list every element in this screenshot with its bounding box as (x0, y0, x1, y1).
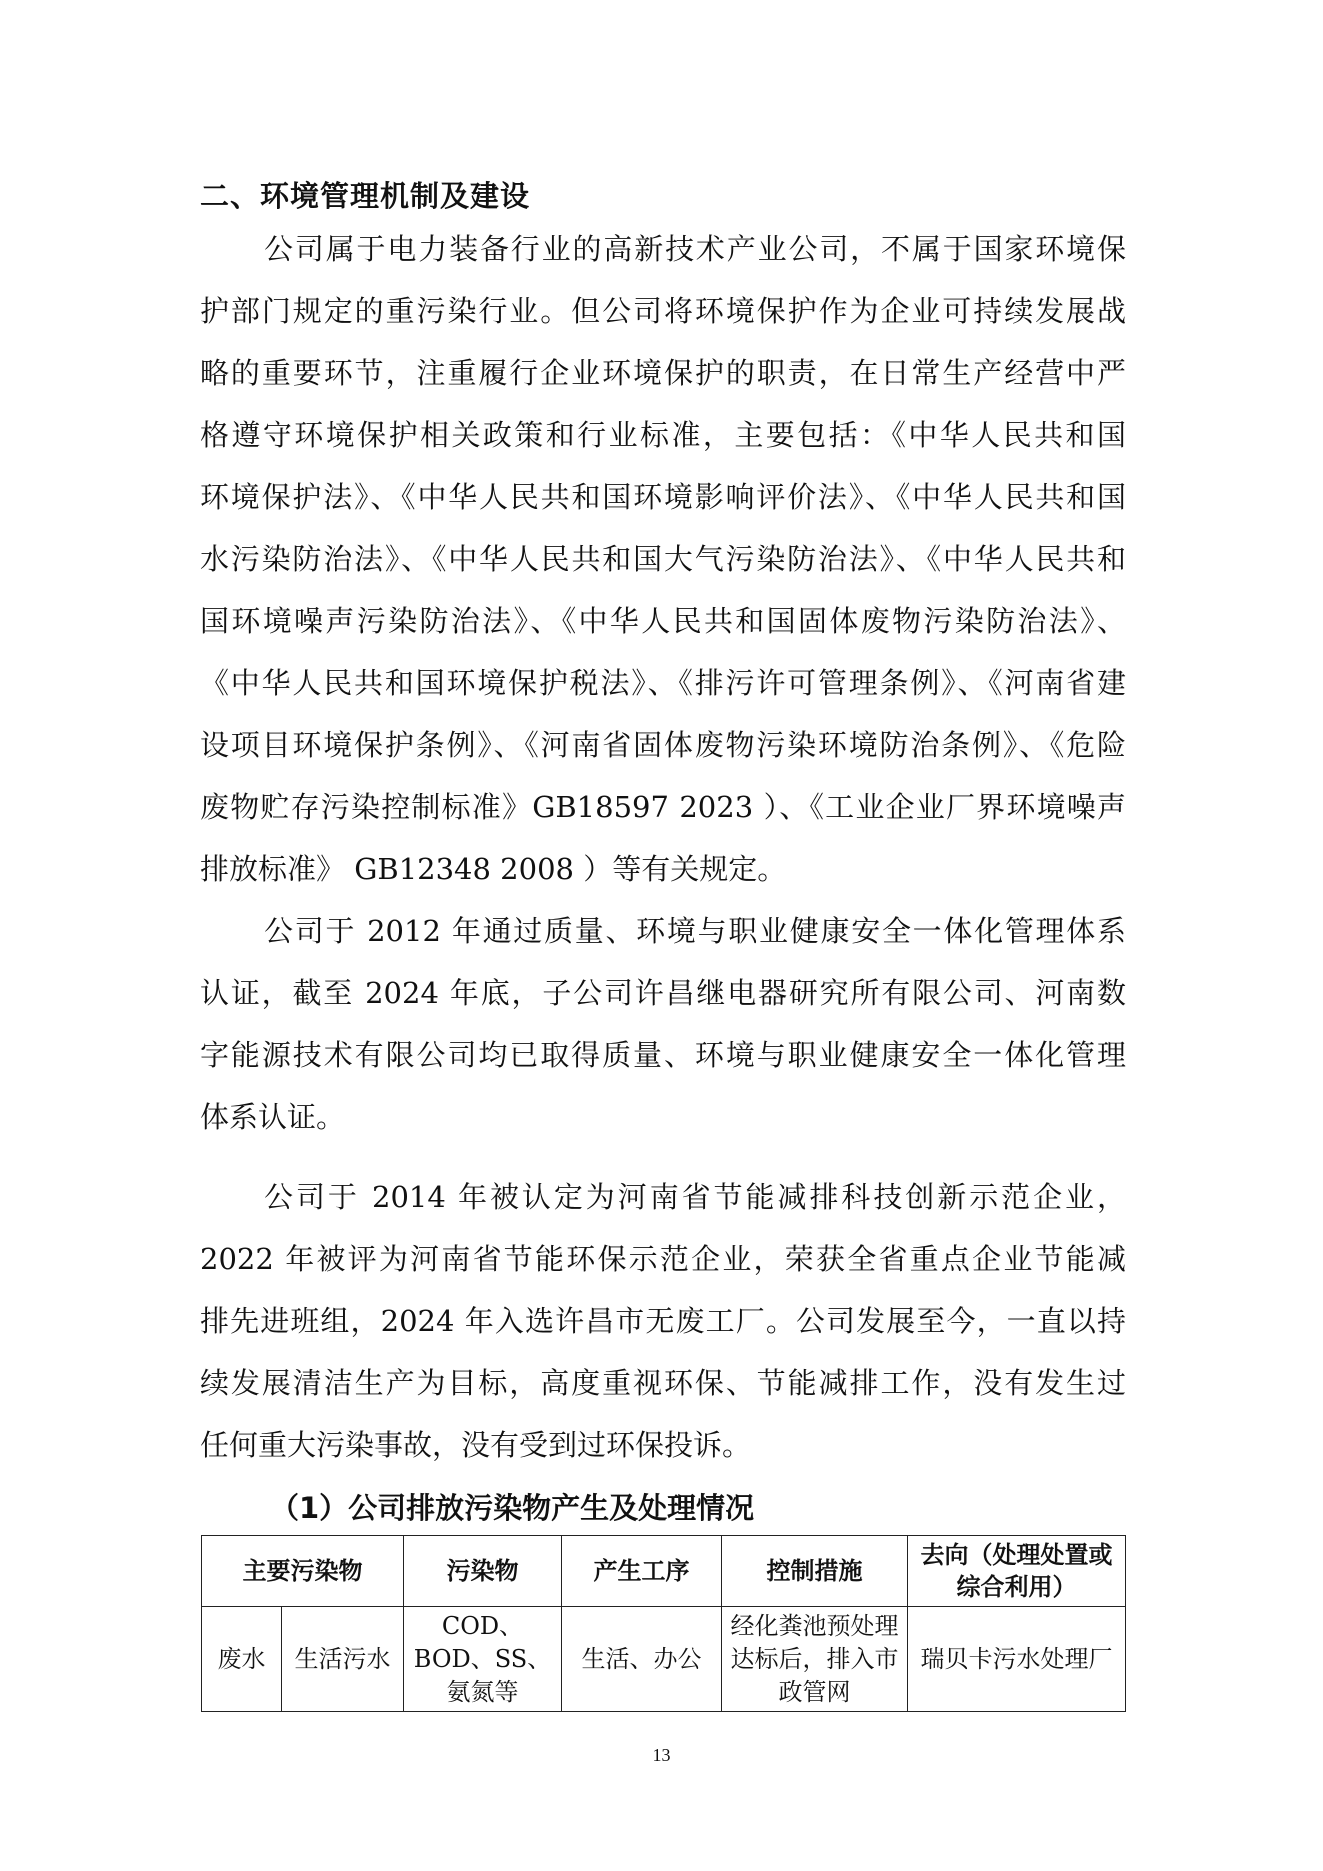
paragraph-line: 略的重要环节，注重履行企业环境保护的职责，在日常生产经营中严 (200, 356, 1126, 390)
paragraph-certification (200, 900, 1126, 1148)
paragraph-line: 字能源技术有限公司均已取得质量、环境与职业健康安全一体化管理 (200, 1038, 1126, 1072)
cell-subtype: 生活污水 (282, 1607, 404, 1712)
paragraph-line: 公司于 2012 年通过质量、环境与职业健康安全一体化管理体系 (264, 914, 1126, 948)
header-main-pollutant: 主要污染物 (202, 1536, 404, 1607)
paragraph-line: 废物贮存污染控制标准》GB18597 2023 ）、《工业企业厂界环境噪声 (200, 790, 1126, 824)
cell-process: 生活、办公 (562, 1607, 722, 1712)
paragraph-line: 国环境噪声污染防治法》、《中华人民共和国固体废物污染防治法》、 (200, 604, 1126, 638)
paragraph-achievements (200, 1166, 1126, 1476)
paragraph-line: 公司属于电力装备行业的高新技术产业公司，不属于国家环境保 (264, 232, 1126, 266)
paragraph-line: 续发展清洁生产为目标，高度重视环保、节能减排工作，没有发生过 (200, 1366, 1126, 1400)
paragraph-line: 水污染防治法》、《中华人民共和国大气污染防治法》、《中华人民共和 (200, 542, 1126, 576)
paragraph-line: 环境保护法》、《中华人民共和国环境影响评价法》、《中华人民共和国 (200, 480, 1126, 514)
paragraph-line: 排先进班组，2024 年入选许昌市无废工厂。公司发展至今，一直以持 (200, 1304, 1126, 1338)
paragraph-line: 格遵守环境保护相关政策和行业标准，主要包括：《中华人民共和国 (200, 418, 1126, 452)
paragraph-regulations (200, 218, 1126, 900)
paragraph-line: 任何重大污染事故，没有受到过环保投诉。 (200, 1428, 752, 1462)
header-destination: 去向（处理处置或综合利用） (908, 1536, 1126, 1607)
pollutant-table (201, 1535, 1126, 1712)
paragraph-line: 护部门规定的重污染行业。但公司将环境保护作为企业可持续发展战 (200, 294, 1126, 328)
header-process: 产生工序 (562, 1536, 722, 1607)
cell-pollutant: COD、BOD、SS、氨氮等 (404, 1607, 562, 1712)
section-heading: 二、环境管理机制及建设 (200, 179, 531, 213)
cell-control: 经化粪池预处理达标后，排入市政管网 (722, 1607, 908, 1712)
paragraph-line: 2022 年被评为河南省节能环保示范企业，荣获全省重点企业节能减 (200, 1242, 1126, 1276)
paragraph-line: 《中华人民共和国环境保护税法》、《排污许可管理条例》、《河南省建 (200, 666, 1126, 700)
cell-category: 废水 (202, 1607, 282, 1712)
header-control: 控制措施 (722, 1536, 908, 1607)
page-number: 13 (652, 1745, 671, 1765)
paragraph-line: 设项目环境保护条例》、《河南省固体废物污染环境防治条例》、《危险 (200, 728, 1126, 762)
paragraph-line: 认证，截至 2024 年底，子公司许昌继电器研究所有限公司、河南数 (200, 976, 1126, 1010)
header-pollutant: 污染物 (404, 1536, 562, 1607)
table-header-row (202, 1536, 1126, 1607)
paragraph-line: 排放标准》 GB12348 2008 ）等有关规定。 (200, 852, 787, 886)
table-row (202, 1607, 1126, 1712)
paragraph-line: 公司于 2014 年被认定为河南省节能减排科技创新示范企业， (264, 1180, 1126, 1214)
paragraph-line: 体系认证。 (200, 1100, 346, 1134)
table-caption: （1）公司排放污染物产生及处理情况 (270, 1491, 755, 1525)
cell-destination: 瑞贝卡污水处理厂 (908, 1607, 1126, 1712)
